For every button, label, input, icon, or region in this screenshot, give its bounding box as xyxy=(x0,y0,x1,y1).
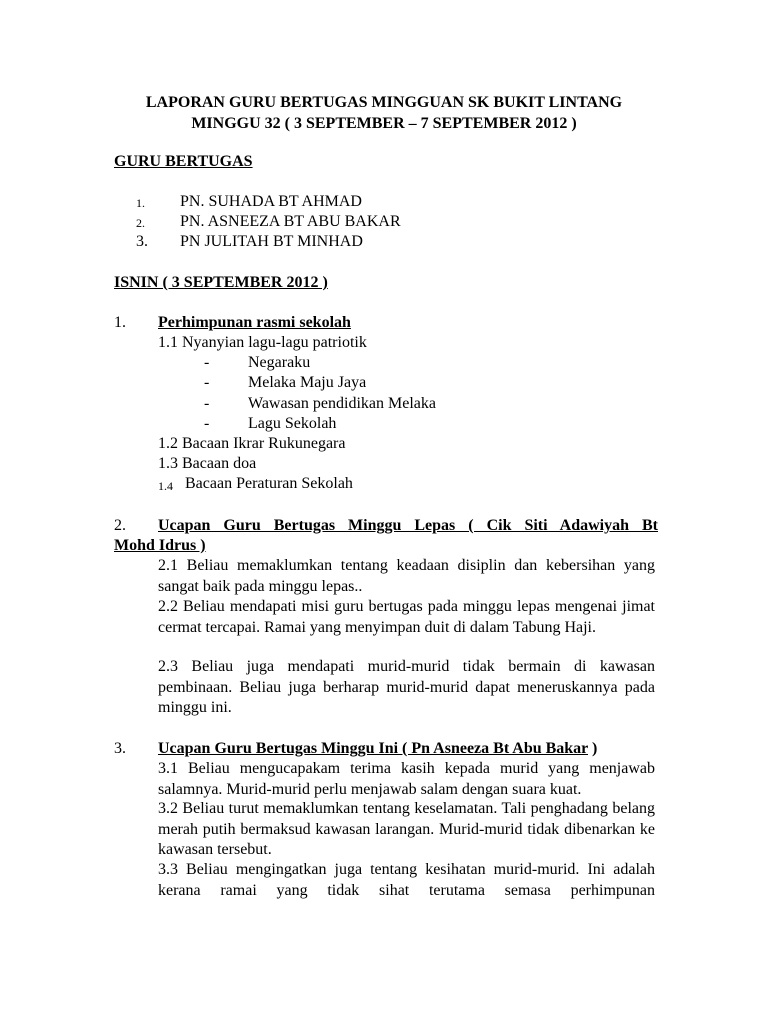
item-2-3: 2.3 Beliau juga mendapati murid-murid tidak bermain di kawasan pembinaan. Beliau juga berharap murid-murid dapat meneruskannya pada minggu ini. xyxy=(158,658,655,716)
duty-name-1: PN. SUHADA BT AHMAD xyxy=(180,193,362,210)
song-4: Lagu Sekolah xyxy=(248,415,337,432)
song-3: Wawasan pendidikan Melaka xyxy=(248,395,436,412)
song-dash-2: - xyxy=(204,374,210,391)
section-1-title: Perhimpunan rasmi sekolah xyxy=(158,314,351,331)
item-2-1: 2.1 Beliau memaklumkan tentang keadaan disiplin dan kebersihan yang sangat baik pada minggu lepas.. xyxy=(158,557,655,595)
item-1-2: 1.2 Bacaan Ikrar Rukunegara xyxy=(158,435,346,452)
duty-number-1: 1. xyxy=(136,196,145,210)
section-3-number: 3. xyxy=(114,740,126,757)
item-2-2: 2.2 Beliau mendapati misi guru bertugas pada minggu lepas mengenai jimat cermat tercapai. Ramai yang menyimpan duit di dalam Tabung Haji. xyxy=(158,598,655,636)
item-3-1: 3.1 Beliau mengucapakam terima kasih kepada murid yang menjawab salamnya. Murid-murid perlu menjawab salam dengan suara kuat. xyxy=(158,760,655,798)
item-3-2: 3.2 Beliau turut memaklumkan tentang keselamatan. Tali penghadang belang merah putih bermaksud kawasan larangan. Murid-murid tidak dibenarkan ke kawasan tersebut. xyxy=(158,800,655,858)
section-3-title xyxy=(158,739,597,759)
duty-name-3: PN JULITAH BT MINHAD xyxy=(180,233,363,250)
duty-heading: GURU BERTUGAS xyxy=(114,153,253,170)
title-line-2: MINGGU 32 ( 3 SEPTEMBER – 7 SEPTEMBER 2012 ) xyxy=(191,115,577,132)
duty-name-2: PN. ASNEEZA BT ABU BAKAR xyxy=(180,213,401,230)
section-2-title-line-2: Mohd Idrus ) xyxy=(114,537,206,554)
duty-number-2: 2. xyxy=(136,216,145,230)
section-3-title-close: ) xyxy=(588,740,598,757)
song-2: Melaka Maju Jaya xyxy=(248,374,367,391)
section-1-number: 1. xyxy=(114,314,126,331)
item-1-4-text: Bacaan Peraturan Sekolah xyxy=(185,475,353,492)
song-1: Negaraku xyxy=(248,354,311,371)
section-3-title-text: Ucapan Guru Bertugas Minggu Ini ( Pn Asneeza Bt Abu Bakar xyxy=(158,740,588,757)
song-dash-4: - xyxy=(204,415,210,432)
song-dash-1: - xyxy=(204,354,210,371)
report-title xyxy=(0,92,768,134)
duty-number-3: 3. xyxy=(136,233,148,250)
item-1-4-number: 1.4 xyxy=(158,479,173,493)
song-dash-3: - xyxy=(204,395,210,412)
day-heading: ISNIN ( 3 SEPTEMBER 2012 ) xyxy=(114,274,328,291)
item-1-3: 1.3 Bacaan doa xyxy=(158,455,257,472)
item-3-3: 3.3 Beliau mengingatkan juga tentang kesihatan murid-murid. Ini adalah kerana ramai yang tidak sihat terutama semasa perhimpunan xyxy=(158,861,655,899)
section-2-title-line-1: Ucapan Guru Bertugas Minggu Lepas ( Cik Siti Adawiyah Bt xyxy=(158,517,658,534)
section-2-number: 2. xyxy=(114,517,126,534)
title-line-1: LAPORAN GURU BERTUGAS MINGGUAN SK BUKIT LINTANG xyxy=(145,94,623,111)
item-1-1: 1.1 Nyanyian lagu-lagu patriotik xyxy=(158,334,367,351)
